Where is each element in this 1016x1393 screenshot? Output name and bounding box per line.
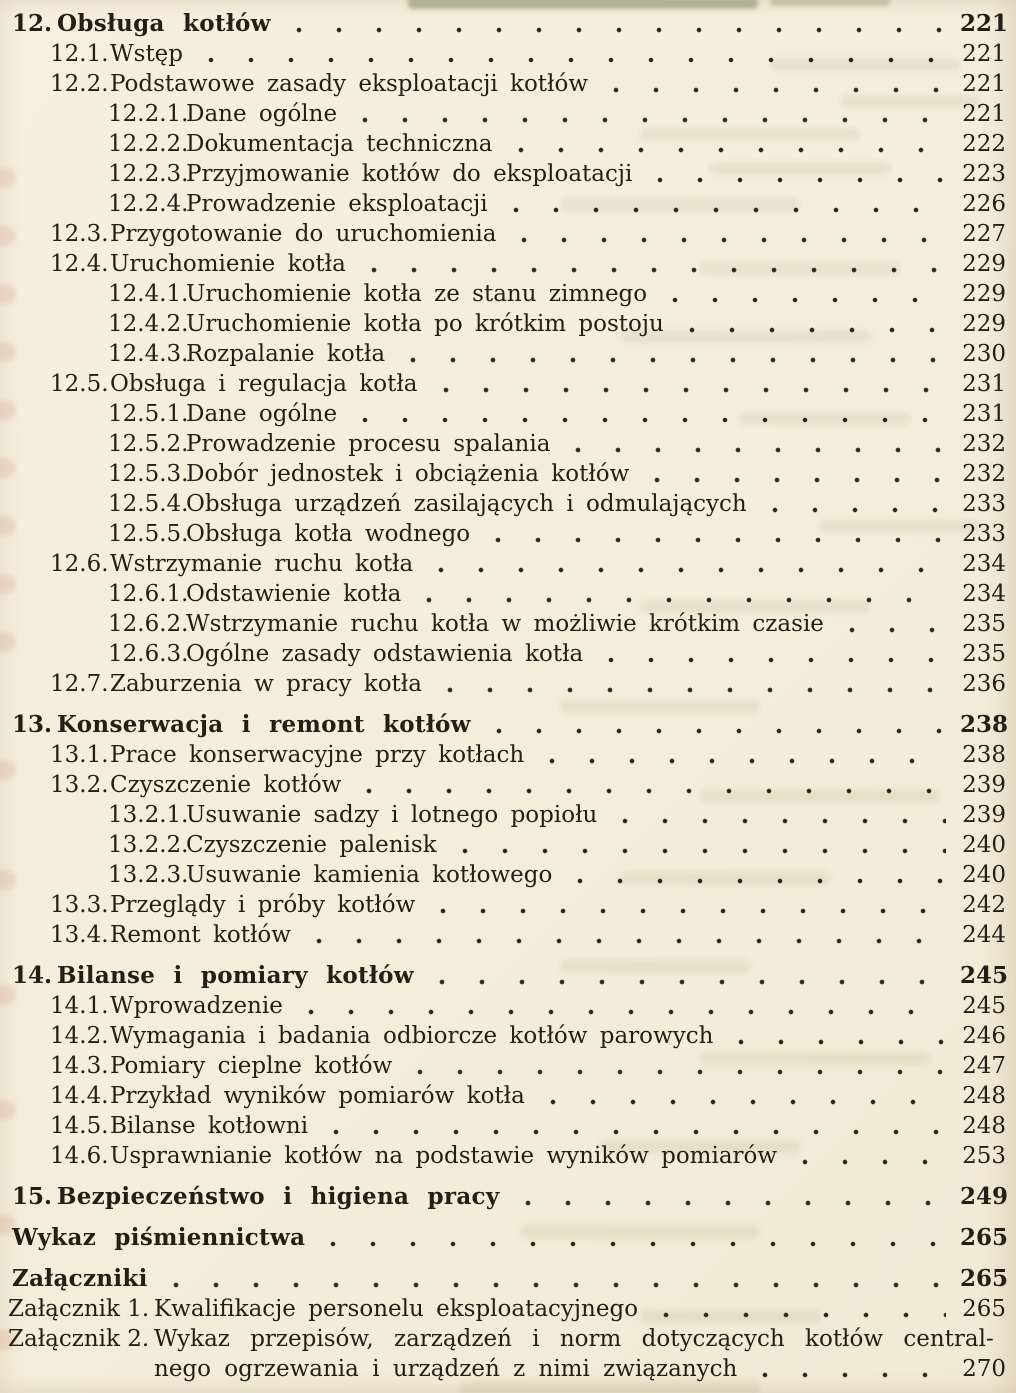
- entry-title: Bilanse kotłowni: [110, 1113, 309, 1139]
- page-number: 244: [962, 922, 1006, 948]
- dot-leader: [501, 129, 946, 159]
- toc-entry: [0, 1141, 1006, 1171]
- toc-entry: [0, 1264, 1009, 1294]
- entry-body: [154, 1324, 1006, 1384]
- toc-entry: [0, 249, 1006, 279]
- entry-title: Przeglądy i próby kotłów: [110, 892, 416, 918]
- entry-number: 12.2.2.: [108, 131, 189, 157]
- toc-entry: [0, 339, 1006, 369]
- entry-title: Bezpieczeństwo i higiena pracy: [57, 1183, 500, 1210]
- toc-entry: [0, 1182, 1009, 1212]
- dot-leader: [422, 961, 946, 991]
- page-number: 234: [962, 581, 1006, 607]
- entry-number: 13.2.1.: [108, 802, 189, 828]
- entry-title: Wstęp: [110, 41, 184, 67]
- entry-title: Czyszczenie kotłów: [110, 772, 342, 798]
- page-number: 222: [962, 131, 1006, 157]
- page-number: 223: [962, 161, 1006, 187]
- page-number: 238: [962, 742, 1006, 768]
- toc-entry: [0, 740, 1006, 770]
- entry-title: Odstawienie kotła: [186, 581, 402, 607]
- page-number: 235: [962, 611, 1006, 637]
- dot-leader: [560, 860, 946, 890]
- dot-leader: [646, 1294, 946, 1324]
- entry-title: Zaburzenia w pracy kotła: [110, 671, 422, 697]
- entry-title: Bilanse i pomiary kotłów: [57, 962, 414, 989]
- page-number: 233: [962, 491, 1006, 517]
- entry-number: 12.4.: [50, 251, 109, 277]
- dot-leader: [345, 399, 946, 429]
- entry-number: 12.5.: [50, 371, 109, 397]
- toc-entry: [0, 710, 1009, 740]
- dot-leader: [755, 489, 946, 519]
- entry-title: Uruchomienie kotła po krótkim postoju: [186, 311, 664, 337]
- dot-leader: [479, 710, 946, 740]
- entry-title: Remont kotłów: [110, 922, 291, 948]
- entry-number: 13.3.: [50, 892, 109, 918]
- toc-entry: [0, 429, 1006, 459]
- entry-number: 13.2.2.: [108, 832, 189, 858]
- toc-entry: [0, 579, 1006, 609]
- toc-entry: [0, 9, 1009, 39]
- page-number: 253: [962, 1143, 1006, 1169]
- dot-leader: [672, 309, 946, 339]
- dot-leader: [591, 639, 946, 669]
- page-number: 265: [960, 1224, 1009, 1251]
- entry-title: nego ogrzewania i urządzeń z nimi związanych: [154, 1356, 738, 1382]
- dot-leader: [426, 369, 946, 399]
- entry-title: Obsługa kotłów: [57, 10, 271, 37]
- toc-entry: [0, 830, 1006, 860]
- dot-leader: [393, 339, 946, 369]
- entry-title: Usprawnianie kotłów na podstawie wyników pomiarów: [110, 1143, 778, 1169]
- dot-leader: [316, 1111, 946, 1141]
- dot-leader: [345, 99, 946, 129]
- entry-number: 13.2.: [50, 772, 109, 798]
- page-number: 265: [960, 1265, 1009, 1292]
- dot-leader: [409, 579, 946, 609]
- entry-title: Uruchomienie kotła: [110, 251, 346, 277]
- entry-number: 12.2.1.: [108, 101, 189, 127]
- page-number: 229: [962, 281, 1006, 307]
- entry-title: Prowadzenie procesu spalania: [186, 431, 551, 457]
- toc-entry: [0, 369, 1006, 399]
- entry-title: Usuwanie kamienia kotłowego: [186, 862, 553, 888]
- entry-title: Dane ogólne: [186, 401, 338, 427]
- entry-title: Podstawowe zasady eksploatacji kotłów: [110, 71, 589, 97]
- page-number: 265: [962, 1296, 1006, 1322]
- page-number: 240: [962, 862, 1006, 888]
- page-number: 246: [962, 1023, 1006, 1049]
- toc-entry: [0, 279, 1006, 309]
- entry-number: 13.4.: [50, 922, 109, 948]
- toc-entry: [0, 639, 1006, 669]
- entry-title: Prowadzenie eksploatacji: [186, 191, 488, 217]
- dot-leader: [349, 770, 946, 800]
- entry-title: Usuwanie sadzy i lotnego popiołu: [186, 802, 598, 828]
- dot-leader: [558, 429, 946, 459]
- entry-title: Przyjmowanie kotłów do eksploatacji: [186, 161, 633, 187]
- entry-title: Konserwacja i remont kotłów: [57, 711, 471, 738]
- entry-title: Wstrzymanie ruchu kotła w możliwie krótkim czasie: [186, 611, 824, 637]
- page-number: 230: [962, 341, 1006, 367]
- toc-entry: [0, 549, 1006, 579]
- entry-title: Obsługa kotła wodnego: [186, 521, 471, 547]
- entry-number: 12.1.: [50, 41, 109, 67]
- toc-entry: [0, 1051, 1006, 1081]
- toc-entry: [0, 1294, 1006, 1324]
- toc-entry: [0, 609, 1006, 639]
- entry-title: Przykład wyników pomiarów kotła: [110, 1083, 525, 1109]
- dot-leader: [596, 69, 946, 99]
- page-number: 231: [962, 401, 1006, 427]
- entry-number: 12.5.2.: [108, 431, 189, 457]
- toc-entry: [0, 189, 1006, 219]
- page-number: 247: [962, 1053, 1006, 1079]
- page-number: 238: [960, 711, 1009, 738]
- dot-leader: [191, 39, 946, 69]
- entry-number: 12.5.1.: [108, 401, 189, 427]
- dot-leader: [156, 1264, 946, 1294]
- entry-number: 12.5.3.: [108, 461, 189, 487]
- dot-leader: [504, 219, 946, 249]
- entry-title: Załączniki: [12, 1265, 148, 1292]
- dot-leader: [354, 249, 946, 279]
- dot-leader: [400, 1051, 946, 1081]
- entry-title: Dane ogólne: [186, 101, 338, 127]
- entry-number: 12.7.: [50, 671, 109, 697]
- entry-title: Uruchomienie kotła ze stanu zimnego: [186, 281, 648, 307]
- entry-number: 15.: [12, 1183, 53, 1210]
- entry-number: 12.2.: [50, 71, 109, 97]
- page-number: 245: [962, 993, 1006, 1019]
- entry-number: 12.5.5.: [108, 521, 189, 547]
- toc-entry: [0, 860, 1006, 890]
- entry-title: Ogólne zasady odstawienia kotła: [186, 641, 584, 667]
- entry-title: Obsługa i regulacja kotła: [110, 371, 418, 397]
- toc-entry: [0, 159, 1006, 189]
- entry-number: 14.1.: [50, 993, 109, 1019]
- entry-title: Prace konserwacyjne przy kotłach: [110, 742, 525, 768]
- dot-leader: [478, 519, 946, 549]
- dot-leader: [745, 1354, 946, 1384]
- entry-number: 14.2.: [50, 1023, 109, 1049]
- entry-title: Przygotowanie do uruchomienia: [110, 221, 497, 247]
- toc-entry: [0, 1324, 1006, 1384]
- entry-number: 12.6.3.: [108, 641, 189, 667]
- toc-entry: [0, 309, 1006, 339]
- dot-leader: [721, 1021, 946, 1051]
- page-number: 239: [962, 772, 1006, 798]
- entry-number: 12.3.: [50, 221, 109, 247]
- toc-entry: [0, 1223, 1009, 1253]
- entry-number: 12.6.: [50, 551, 109, 577]
- page-number: 226: [962, 191, 1006, 217]
- entry-number: 12.4.3.: [108, 341, 189, 367]
- dot-leader: [605, 800, 946, 830]
- page-number: 245: [960, 962, 1009, 989]
- page-number: 242: [962, 892, 1006, 918]
- toc-entry: [0, 920, 1006, 950]
- entry-title: Dokumentacja techniczna: [186, 131, 493, 157]
- toc-entry: [0, 99, 1006, 129]
- toc-entry: [0, 890, 1006, 920]
- toc-entry: [0, 129, 1006, 159]
- page-number: 221: [962, 71, 1006, 97]
- dot-leader: [508, 1182, 947, 1212]
- entry-number: 14.: [12, 962, 53, 989]
- entry-number: 12.4.1.: [108, 281, 189, 307]
- entry-title: Rozpalanie kotła: [186, 341, 386, 367]
- dot-leader: [533, 1081, 946, 1111]
- toc-entry: [0, 1021, 1006, 1051]
- toc-entry: [0, 1111, 1006, 1141]
- page-number: 233: [962, 521, 1006, 547]
- entry-number: 14.3.: [50, 1053, 109, 1079]
- page-number: 248: [962, 1083, 1006, 1109]
- entry-title: Wykaz przepisów, zarządzeń i norm dotyczących kotłów central-: [154, 1326, 994, 1352]
- dot-leader: [445, 830, 946, 860]
- entry-number: 12.2.4.: [108, 191, 189, 217]
- toc-entry: [0, 991, 1006, 1021]
- page-number: 232: [962, 461, 1006, 487]
- dot-leader: [291, 991, 946, 1021]
- page-number: 227: [962, 221, 1006, 247]
- dot-leader: [785, 1141, 946, 1171]
- entry-number: 12.: [12, 10, 53, 37]
- toc-entry: [0, 489, 1006, 519]
- entry-number: 12.5.4.: [108, 491, 189, 517]
- page-number: 229: [962, 311, 1006, 337]
- entry-number: Załącznik 2.: [8, 1326, 150, 1352]
- toc-entry: [0, 69, 1006, 99]
- toc-entry: [0, 800, 1006, 830]
- entry-title: Wstrzymanie ruchu kotła: [110, 551, 414, 577]
- toc-entry: [0, 459, 1006, 489]
- page-number: 240: [962, 832, 1006, 858]
- dot-leader: [637, 459, 946, 489]
- entry-number: 13.2.3.: [108, 862, 189, 888]
- dot-leader: [421, 549, 946, 579]
- page-number: 270: [962, 1356, 1006, 1382]
- page-number: 221: [962, 41, 1006, 67]
- toc-entry: [0, 399, 1006, 429]
- page-number: 239: [962, 802, 1006, 828]
- page-number: 221: [962, 101, 1006, 127]
- entry-title: Obsługa urządzeń zasilających i odmulających: [186, 491, 747, 517]
- dot-leader: [423, 890, 946, 920]
- dot-leader: [655, 279, 946, 309]
- page-number: 231: [962, 371, 1006, 397]
- entry-number: 12.2.3.: [108, 161, 189, 187]
- page-number: 234: [962, 551, 1006, 577]
- dot-leader: [313, 1223, 946, 1253]
- entry-title: Wymagania i badania odbiorcze kotłów parowych: [110, 1023, 714, 1049]
- entry-number: 12.6.1.: [108, 581, 189, 607]
- entry-number: Załącznik 1.: [8, 1296, 150, 1322]
- dot-leader: [532, 740, 946, 770]
- entry-number: 14.6.: [50, 1143, 109, 1169]
- toc-entry: [0, 961, 1009, 991]
- toc-entry: [0, 219, 1006, 249]
- toc-entry: [0, 519, 1006, 549]
- entry-title: Pomiary cieplne kotłów: [110, 1053, 393, 1079]
- page-number: 221: [960, 10, 1009, 37]
- page-number: 236: [962, 671, 1006, 697]
- page-number: 248: [962, 1113, 1006, 1139]
- toc-entry: [0, 669, 1006, 699]
- dot-leader: [832, 609, 946, 639]
- dot-leader: [496, 189, 946, 219]
- entry-number: 13.: [12, 711, 53, 738]
- dot-leader: [299, 920, 946, 950]
- dot-leader: [640, 159, 946, 189]
- toc-entry: [0, 39, 1006, 69]
- page-number: 249: [960, 1183, 1009, 1210]
- entry-number: 12.6.2.: [108, 611, 189, 637]
- entry-title: Wykaz piśmiennictwa: [12, 1224, 306, 1251]
- toc-entry: [0, 770, 1006, 800]
- entry-title: Kwalifikacje personelu eksploatacyjnego: [154, 1296, 639, 1322]
- entry-number: 14.5.: [50, 1113, 109, 1139]
- entry-title: Dobór jednostek i obciążenia kotłów: [186, 461, 630, 487]
- entry-title: Czyszczenie palenisk: [186, 832, 437, 858]
- toc-entry: [0, 1081, 1006, 1111]
- dot-leader: [279, 9, 946, 39]
- entry-title-continuation: [154, 1354, 1006, 1384]
- entry-title: Wprowadzenie: [110, 993, 283, 1019]
- dot-leader: [430, 669, 946, 699]
- page-number: 229: [962, 251, 1006, 277]
- page-number: 232: [962, 431, 1006, 457]
- page-number: 235: [962, 641, 1006, 667]
- entry-number: 12.4.2.: [108, 311, 189, 337]
- entry-number: 14.4.: [50, 1083, 109, 1109]
- entry-number: 13.1.: [50, 742, 109, 768]
